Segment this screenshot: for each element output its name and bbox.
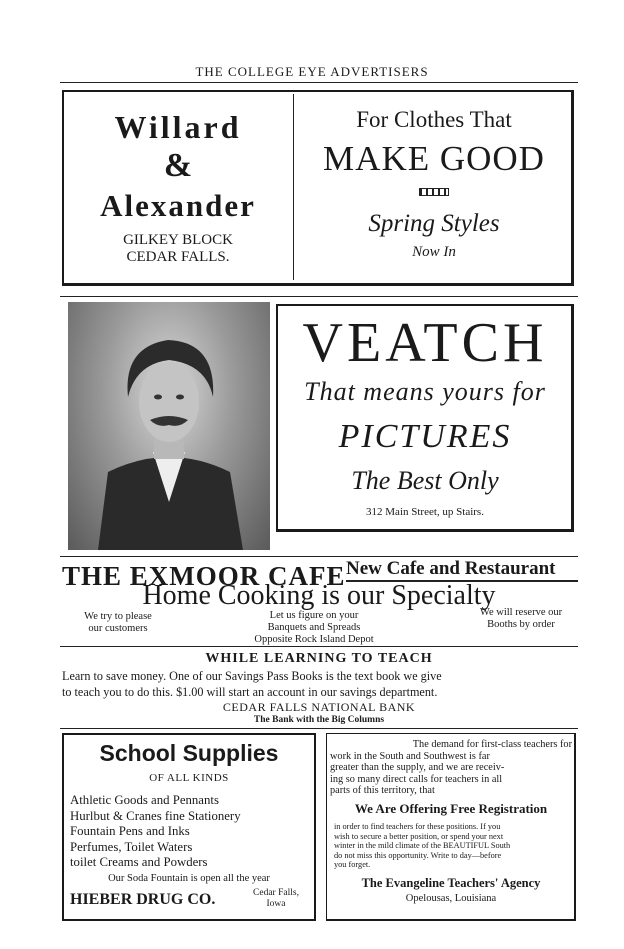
veatch-best-only: The Best Only	[351, 466, 499, 495]
willard-name: Willard	[114, 109, 242, 145]
exmoor-col-1-line: our customers	[88, 623, 148, 634]
free-registration: We Are Offering Free Registration	[354, 801, 548, 816]
portrait-illustration	[68, 302, 270, 550]
header-rule	[60, 82, 578, 83]
list-item: Perfumes, Toilet Waters	[70, 839, 193, 854]
new-cafe-heading: New Cafe and Restaurant	[346, 558, 578, 582]
hieber-drug-name: HIEBER DRUG CO.	[70, 891, 216, 908]
agency-location: Opelousas, Louisiana	[405, 893, 497, 904]
exmoor-col-3-line: Booths by order	[487, 619, 555, 630]
soda-fountain: Our Soda Fountain is open all the year	[108, 873, 270, 884]
clothes-line-1: For Clothes That	[356, 107, 512, 132]
willard-address-2: CEDAR FALLS.	[126, 249, 230, 265]
exmoor-col-3-line: We will reserve our	[479, 607, 563, 618]
exmoor-col-1-line: We try to please	[84, 611, 152, 622]
home-cooking: Home Cooking is our Specialty	[142, 580, 496, 611]
veatch-tagline: That means yours for	[304, 377, 546, 406]
bank-body-line: to teach you to do this. $1.00 will start an account in our savings department.	[62, 685, 438, 699]
exmoor-col-2-line: Banquets and Spreads	[267, 622, 361, 633]
list-item: Hurlbut & Cranes fine Stationery	[70, 808, 241, 823]
bank-body-line: Learn to save money. One of our Savings Pass Books is the text book we give	[62, 669, 442, 683]
veatch-address: 312 Main Street, up Stairs.	[366, 506, 484, 518]
section-rule-4	[60, 728, 578, 729]
hieber-city: Cedar Falls,	[253, 888, 299, 898]
hieber-location	[240, 888, 312, 910]
list-item: Fountain Pens and Inks	[70, 824, 190, 838]
teachers-details-line: winter in the mild climate of the BEAUTIFUL South	[334, 841, 511, 851]
teachers-intro-line: ing so many direct calls for teachers in all	[330, 773, 503, 785]
portrait-photo	[68, 302, 270, 550]
alexander-name: Alexander	[100, 188, 256, 223]
clothes-ad	[296, 104, 572, 262]
spring-styles: Spring Styles	[368, 210, 500, 237]
exmoor-col-1	[58, 611, 178, 635]
bank-heading: WHILE LEARNING TO TEACH	[205, 651, 433, 666]
willard-ampersand: &	[163, 147, 193, 184]
list-item: toilet Creams and Powders	[70, 855, 208, 869]
teachers-intro	[330, 739, 572, 797]
exmoor-title: THE EXMOOR CAFE	[62, 561, 346, 591]
section-rule-1	[60, 296, 578, 297]
willard-address-1: GILKEY BLOCK	[123, 232, 233, 248]
top-ad-divider	[293, 94, 294, 280]
clothes-make-good: MAKE GOOD	[323, 139, 545, 178]
now-in: Now In	[412, 244, 456, 260]
teachers-details-line: you forget.	[334, 860, 371, 870]
exmoor-col-3	[460, 607, 582, 631]
exmoor-col-2-line: Let us figure on your	[269, 610, 359, 621]
veatch-name: VEATCH	[302, 312, 548, 374]
teachers-details-line: do not miss this opportunity. Write to day—before	[334, 850, 502, 860]
section-rule-3	[60, 646, 578, 647]
willard-ad	[64, 108, 292, 266]
veatch-pictures: PICTURES	[338, 418, 512, 455]
page-title: THE COLLEGE EYE ADVERTISERS	[195, 64, 429, 79]
list-item: Athletic Goods and Pennants	[70, 793, 219, 807]
exmoor-col-2	[224, 610, 404, 646]
teachers-intro-line: work in the South and Southwest is far	[330, 750, 490, 762]
school-supplies-title: School Supplies	[99, 740, 279, 766]
ornament-icon	[296, 182, 572, 202]
teachers-details-line: wish to secure a better position, or spend your next	[334, 831, 504, 841]
school-supplies-sub: OF ALL KINDS	[149, 772, 229, 784]
evangeline-agency: The Evangeline Teachers' Agency	[361, 876, 541, 890]
bank-name: CEDAR FALLS NATIONAL BANK	[222, 700, 416, 714]
school-supplies-list	[70, 793, 314, 871]
teachers-intro-line: greater than the supply, and we are receiv-	[330, 762, 505, 773]
bank-body	[62, 668, 582, 700]
veatch-ad	[278, 312, 572, 520]
teachers-details-line: in order to find teachers for these positions. If you	[334, 822, 501, 831]
exmoor-col-2-line: Opposite Rock Island Depot	[254, 634, 374, 645]
bank-tagline: The Bank with the Big Columns	[253, 715, 385, 725]
teachers-intro-line: The demand for first-class teachers for	[412, 739, 572, 750]
section-rule-2	[60, 556, 578, 557]
teachers-details	[334, 822, 574, 870]
teachers-intro-line: parts of this territory, that	[330, 785, 435, 796]
hieber-state: Iowa	[266, 899, 286, 909]
